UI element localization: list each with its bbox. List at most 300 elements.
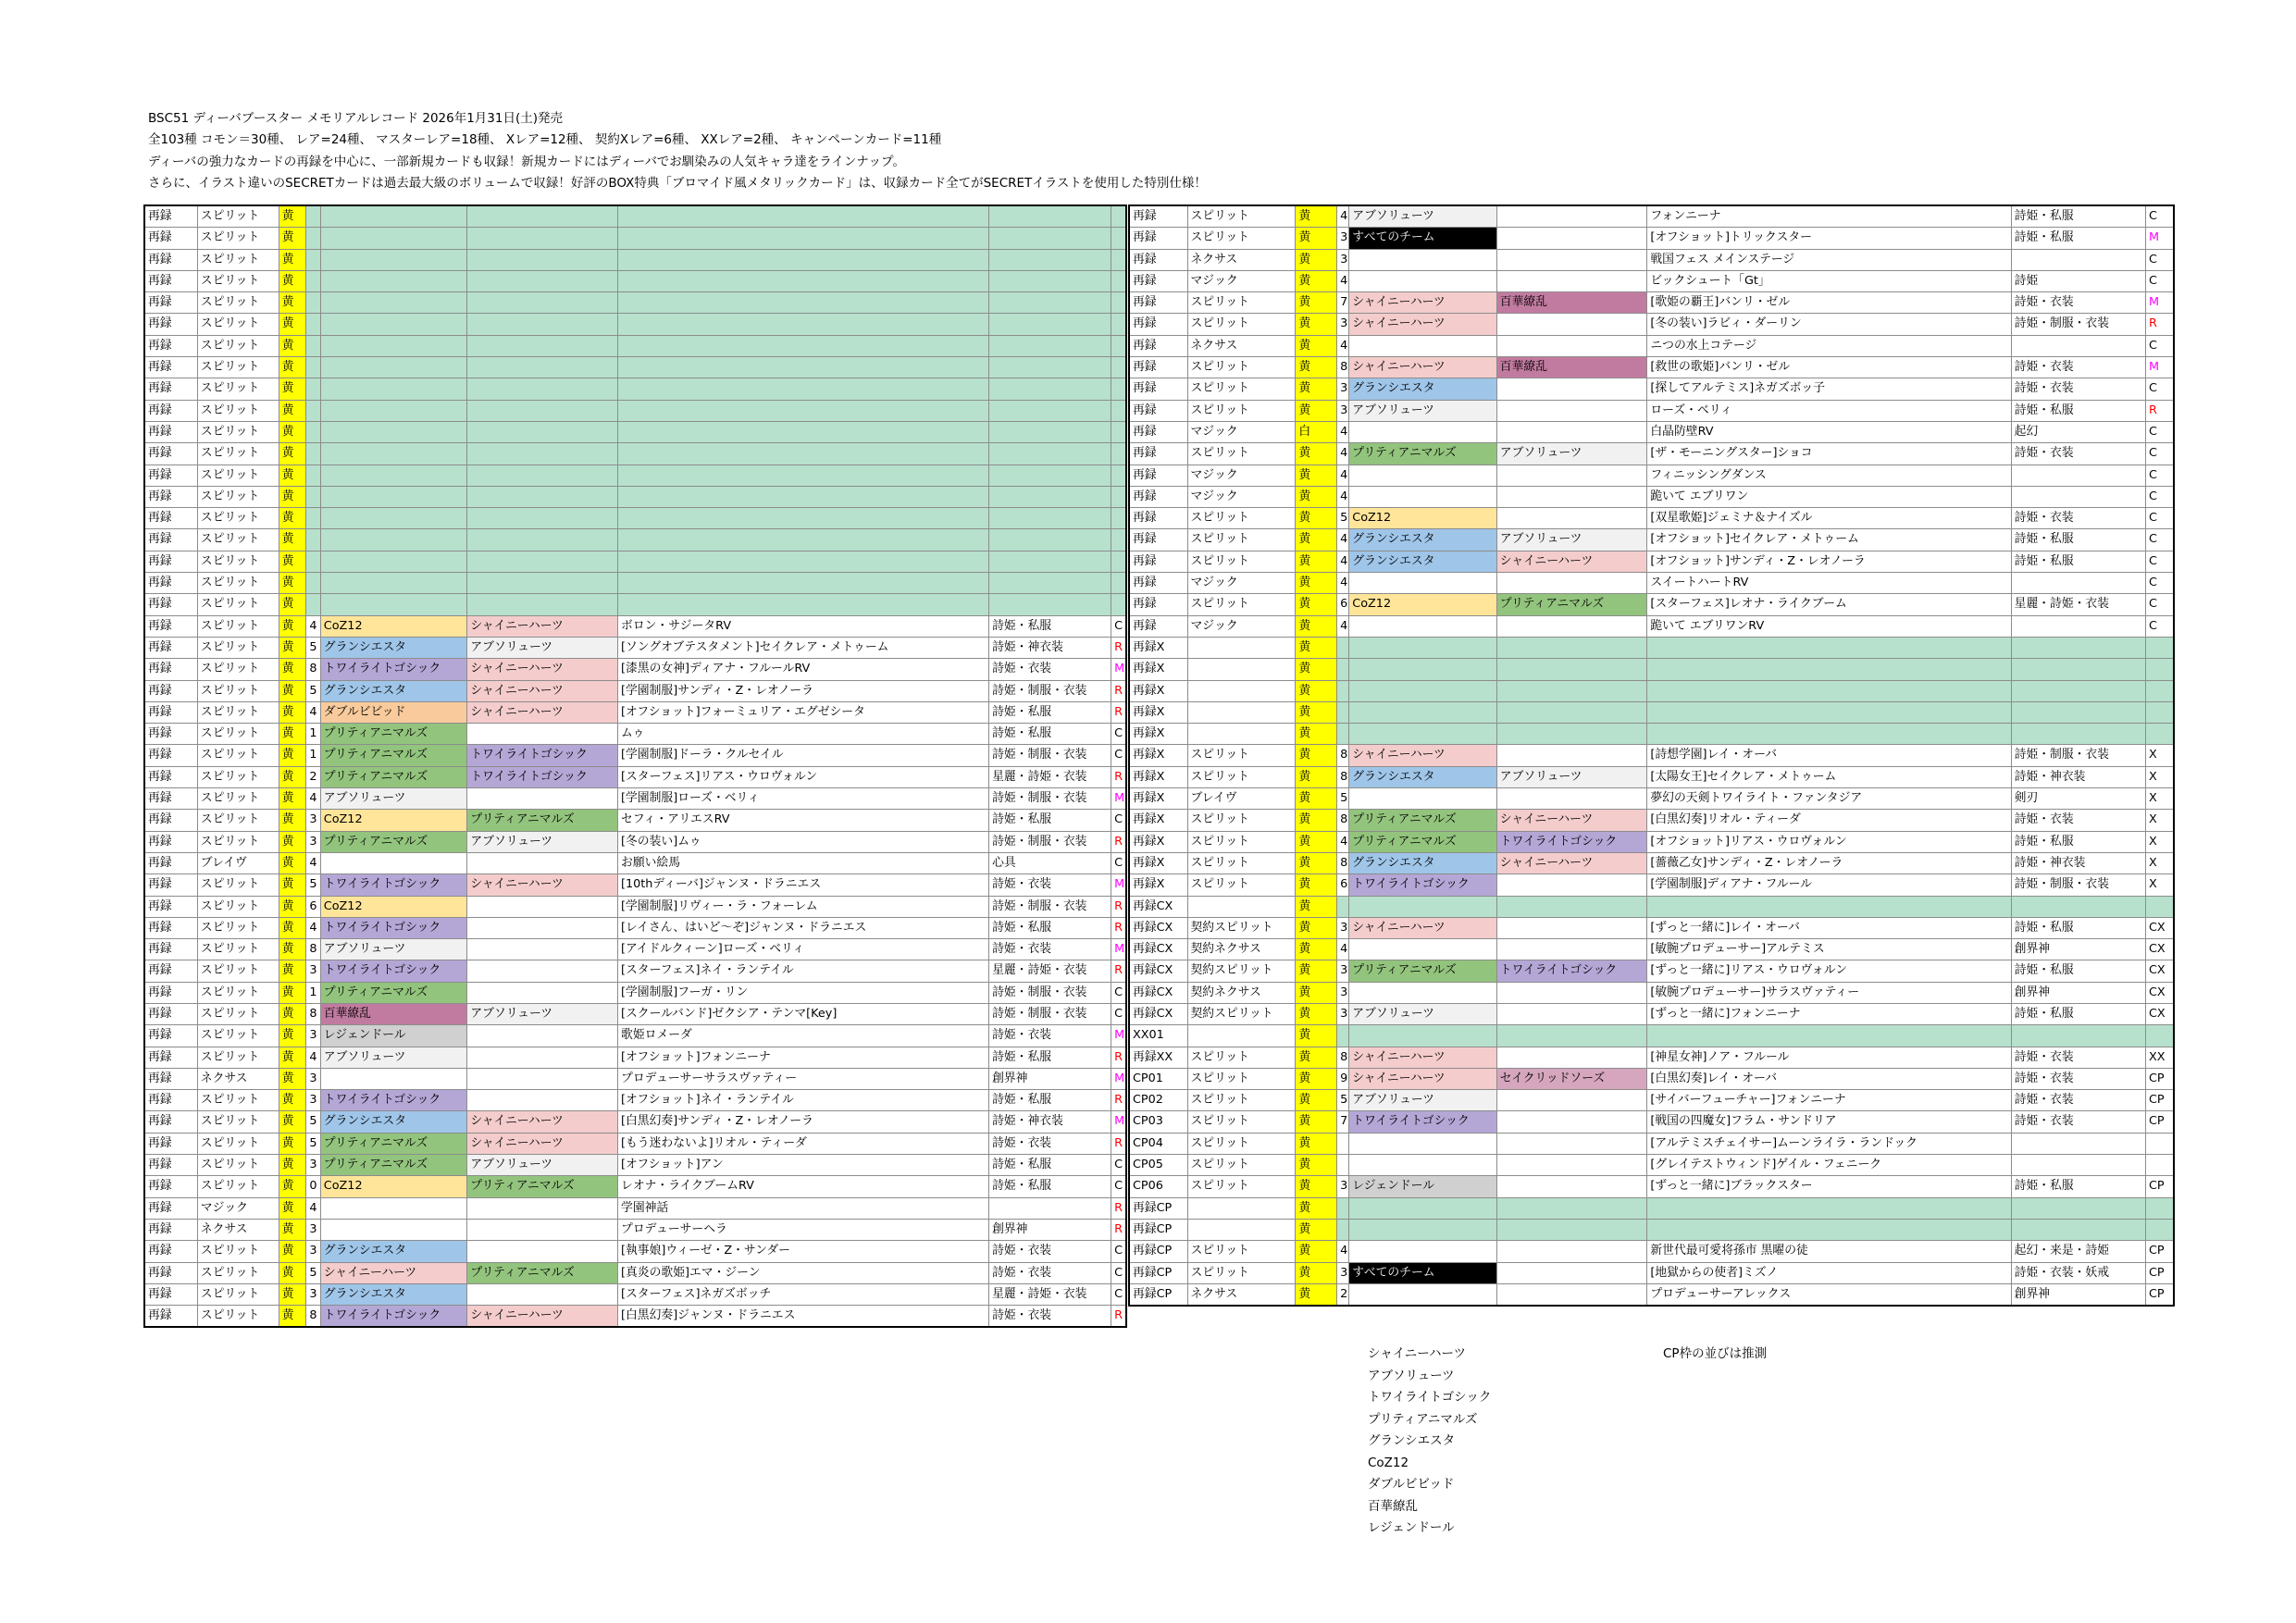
- color-cell: 黄: [1296, 701, 1337, 723]
- color-cell: 黄: [279, 205, 306, 228]
- team-1-cell: [1349, 615, 1497, 637]
- color-cell: 黄: [1296, 314, 1337, 335]
- cost-cell: 4: [1337, 615, 1349, 637]
- card-name-cell: レオナ・ライクブームRV: [618, 1176, 989, 1197]
- color-cell: 黄: [279, 766, 306, 787]
- team-2-cell: [467, 1047, 618, 1068]
- rarity-cell: X: [2145, 874, 2174, 896]
- family-cell: 詩姫・衣装: [2011, 1068, 2145, 1089]
- card-name-cell: スイートハートRV: [1647, 573, 2011, 594]
- cost-cell: 7: [1337, 1111, 1349, 1133]
- status-cell: 再録: [144, 270, 197, 291]
- card-type-cell: スピリット: [197, 335, 279, 356]
- status-cell: 再録: [144, 874, 197, 896]
- table-row: [144, 745, 1126, 766]
- card-type-cell: スピリット: [1187, 357, 1296, 378]
- team-1-cell: [1349, 573, 1497, 594]
- status-cell: 再録: [144, 1003, 197, 1024]
- color-cell: 黄: [1296, 831, 1337, 852]
- legend-item: アブソリューツ: [1368, 1368, 1455, 1383]
- family-cell: 創界神: [2011, 939, 2145, 960]
- rarity-cell: R: [1111, 766, 1126, 787]
- card-type-cell: スピリット: [197, 1025, 279, 1047]
- family-cell: 星麗・詩姫・衣装: [2011, 594, 2145, 615]
- card-type-cell: スピリット: [1187, 766, 1296, 787]
- table-row: [144, 896, 1126, 917]
- card-type-cell: スピリット: [197, 1306, 279, 1328]
- status-cell: 再録: [144, 1197, 197, 1219]
- card-type-cell: スピリット: [197, 637, 279, 658]
- rarity-cell: R: [2145, 400, 2174, 421]
- color-cell: 黄: [279, 1219, 306, 1240]
- rarity-cell: M: [2145, 357, 2174, 378]
- team-2-cell: [1496, 982, 1647, 1003]
- rarity-cell: C: [2145, 465, 2174, 486]
- team-1-cell: トワイライトゴシック: [320, 1306, 467, 1328]
- team-1-cell: すべてのチーム: [1349, 228, 1497, 249]
- family-cell: [2011, 659, 2145, 680]
- card-name-cell: [執事娘]ウィーゼ・Z・サンダー: [618, 1241, 989, 1262]
- rarity-cell: C: [1111, 1262, 1126, 1283]
- card-name-cell: [スターフェス]レオナ・ライクブーム: [1647, 594, 2011, 615]
- team-1-cell: グランシエスタ: [320, 680, 467, 701]
- status-cell: 再録: [144, 1219, 197, 1240]
- color-cell: 黄: [1296, 680, 1337, 701]
- team-2-cell: シャイニーハーツ: [1496, 551, 1647, 572]
- card-name-cell: [ずっと一緒に]レイ・オーバ: [1647, 917, 2011, 938]
- table-row: [1129, 982, 2174, 1003]
- table-row: [144, 292, 1126, 314]
- color-cell: 黄: [279, 594, 306, 615]
- cost-cell: 5: [306, 1133, 320, 1154]
- status-cell: 再録: [1129, 529, 1187, 551]
- family-cell: 起幻・来是・詩姫: [2011, 1241, 2145, 1262]
- team-1-cell: [320, 335, 467, 356]
- table-row: [144, 205, 1126, 228]
- cost-cell: [1337, 637, 1349, 658]
- team-1-cell: [320, 270, 467, 291]
- family-cell: [989, 443, 1111, 465]
- family-cell: 詩姫・制服・衣装: [2011, 745, 2145, 766]
- card-type-cell: スピリット: [1187, 1155, 1296, 1176]
- team-1-cell: プリティアニマルズ: [1349, 960, 1497, 982]
- card-name-cell: [学園制服]リヴィー・ラ・フォーレム: [618, 896, 989, 917]
- team-1-cell: グランシエスタ: [320, 1241, 467, 1262]
- family-cell: 詩姫・私服: [2011, 831, 2145, 852]
- card-name-cell: [1647, 701, 2011, 723]
- cost-cell: [306, 314, 320, 335]
- rarity-cell: C: [2145, 205, 2174, 228]
- rarity-cell: [1111, 551, 1126, 572]
- card-type-cell: スピリット: [197, 508, 279, 529]
- family-cell: 詩姫・衣装・妖戒: [2011, 1262, 2145, 1283]
- family-cell: 詩姫・衣装: [2011, 1111, 2145, 1133]
- team-2-cell: [1496, 400, 1647, 421]
- color-cell: 黄: [1296, 637, 1337, 658]
- card-type-cell: ネクサス: [1187, 335, 1296, 356]
- team-2-cell: [1496, 724, 1647, 745]
- card-name-cell: [冬の装い]ムゥ: [618, 831, 989, 852]
- cost-cell: 5: [1337, 508, 1349, 529]
- cost-cell: 3: [306, 1090, 320, 1111]
- card-type-cell: スピリット: [1187, 314, 1296, 335]
- family-cell: 詩姫・私服: [2011, 551, 2145, 572]
- table-row: [144, 378, 1126, 400]
- team-2-cell: [467, 1090, 618, 1111]
- cost-cell: [306, 421, 320, 442]
- status-cell: 再録CX: [1129, 917, 1187, 938]
- color-cell: 黄: [279, 335, 306, 356]
- rarity-cell: C: [1111, 1155, 1126, 1176]
- cost-cell: 5: [1337, 788, 1349, 810]
- family-cell: 詩姫・衣装: [989, 1241, 1111, 1262]
- team-1-cell: [1349, 1025, 1497, 1047]
- card-name-cell: [618, 529, 989, 551]
- team-1-cell: [1349, 465, 1497, 486]
- family-cell: 詩姫・私服: [989, 615, 1111, 637]
- header-counts: 全103種 コモン＝30種、 レア=24種、 マスターレア=18種、 Xレア=12種、 契約Xレア=6種、 XXレア=2種、 キャンペーンカード=11種: [148, 132, 942, 148]
- table-row: [1129, 1262, 2174, 1283]
- status-cell: 再録X: [1129, 766, 1187, 787]
- rarity-cell: R: [1111, 896, 1126, 917]
- card-type-cell: スピリット: [197, 249, 279, 270]
- status-cell: 再録: [144, 852, 197, 873]
- table-row: [144, 1197, 1126, 1219]
- color-cell: 黄: [1296, 1197, 1337, 1219]
- status-cell: 再録CP: [1129, 1219, 1187, 1240]
- card-type-cell: スピリット: [1187, 1241, 1296, 1262]
- table-row: [144, 1219, 1126, 1240]
- team-2-cell: [1496, 637, 1647, 658]
- team-1-cell: プリティアニマルズ: [320, 982, 467, 1003]
- card-name-cell: [冬の装い]ラビィ・ダーリン: [1647, 314, 2011, 335]
- card-name-cell: [スクールバンド]ゼクシア・テンマ[Key]: [618, 1003, 989, 1024]
- family-cell: [2011, 1155, 2145, 1176]
- color-cell: 黄: [1296, 400, 1337, 421]
- status-cell: CP05: [1129, 1155, 1187, 1176]
- color-cell: 黄: [1296, 1241, 1337, 1262]
- legend-item: ダブルビビッド: [1368, 1477, 1455, 1492]
- status-cell: 再録X: [1129, 745, 1187, 766]
- card-name-cell: プロデューサーヘラ: [618, 1219, 989, 1240]
- color-cell: 黄: [279, 724, 306, 745]
- family-cell: 詩姫・神衣装: [989, 637, 1111, 658]
- cost-cell: [1337, 896, 1349, 917]
- card-name-cell: 戦国フェス メインステージ: [1647, 249, 2011, 270]
- color-cell: 黄: [1296, 766, 1337, 787]
- team-1-cell: アブソリューツ: [1349, 400, 1497, 421]
- cost-cell: 4: [1337, 335, 1349, 356]
- table-row: [1129, 249, 2174, 270]
- family-cell: 詩姫・神衣装: [2011, 852, 2145, 873]
- cost-cell: 4: [1337, 551, 1349, 572]
- color-cell: 黄: [279, 443, 306, 465]
- team-2-cell: [1496, 1111, 1647, 1133]
- cost-cell: 3: [306, 1025, 320, 1047]
- family-cell: 創界神: [989, 1219, 1111, 1240]
- card-name-cell: [618, 421, 989, 442]
- table-row: [144, 831, 1126, 852]
- team-2-cell: シャイニーハーツ: [467, 1111, 618, 1133]
- header-secret-note: さらに、イラスト違いのSECRETカードは過去最大級のボリュームで収録！好評のBOX特典「ブロマイド風メタリックカード」は、収録カード全てがSECRETイラストを使用した特別仕様！: [148, 175, 1207, 191]
- table-row: [144, 1283, 1126, 1305]
- cost-cell: 3: [1337, 960, 1349, 982]
- rarity-cell: R: [2145, 314, 2174, 335]
- status-cell: 再録: [144, 1068, 197, 1089]
- cost-cell: 3: [306, 1219, 320, 1240]
- card-name-cell: [地獄からの使者]ミズノ: [1647, 1262, 2011, 1283]
- color-cell: 黄: [1296, 788, 1337, 810]
- team-1-cell: グランシエスタ: [1349, 529, 1497, 551]
- cost-cell: [306, 573, 320, 594]
- family-cell: [2011, 573, 2145, 594]
- rarity-cell: R: [1111, 680, 1126, 701]
- legend-item: トワイライトゴシック: [1368, 1390, 1492, 1405]
- color-cell: 黄: [1296, 917, 1337, 938]
- legend-item: シャイニーハーツ: [1368, 1346, 1466, 1361]
- status-cell: 再録: [144, 1047, 197, 1068]
- team-2-cell: [1496, 1155, 1647, 1176]
- color-cell: 黄: [279, 292, 306, 314]
- card-name-cell: [グレイテストウィンド]ゲイル・フェニーク: [1647, 1155, 2011, 1176]
- color-cell: 黄: [279, 1025, 306, 1047]
- table-row: [144, 486, 1126, 507]
- cost-cell: 3: [1337, 400, 1349, 421]
- team-1-cell: アブソリューツ: [1349, 1090, 1497, 1111]
- team-2-cell: [467, 400, 618, 421]
- table-row: [144, 443, 1126, 465]
- card-type-cell: スピリット: [197, 205, 279, 228]
- team-1-cell: [320, 249, 467, 270]
- table-row: [144, 1003, 1126, 1024]
- family-cell: 詩姫・私服: [989, 917, 1111, 938]
- color-cell: 黄: [279, 637, 306, 658]
- family-cell: 創界神: [989, 1068, 1111, 1089]
- card-type-cell: マジック: [1187, 486, 1296, 507]
- rarity-cell: M: [1111, 874, 1126, 896]
- rarity-cell: X: [2145, 831, 2174, 852]
- team-2-cell: [1496, 486, 1647, 507]
- table-row: [144, 939, 1126, 960]
- card-type-cell: [1187, 680, 1296, 701]
- table-row: [1129, 1176, 2174, 1197]
- team-2-cell: [1496, 1090, 1647, 1111]
- rarity-cell: [2145, 637, 2174, 658]
- team-1-cell: レジェンドール: [1349, 1176, 1497, 1197]
- table-row: [1129, 810, 2174, 831]
- card-type-cell: マジック: [1187, 615, 1296, 637]
- team-1-cell: [1349, 1283, 1497, 1306]
- rarity-cell: [2145, 1155, 2174, 1176]
- card-type-cell: スピリット: [197, 1133, 279, 1154]
- card-name-cell: [学園制服]ディアナ・フルール: [1647, 874, 2011, 896]
- color-cell: 黄: [279, 1241, 306, 1262]
- table-row: [144, 421, 1126, 442]
- family-cell: 詩姫・衣装: [2011, 508, 2145, 529]
- card-type-cell: スピリット: [197, 443, 279, 465]
- rarity-cell: [1111, 205, 1126, 228]
- card-type-cell: スピリット: [1187, 1176, 1296, 1197]
- team-1-cell: トワイライトゴシック: [320, 1090, 467, 1111]
- team-2-cell: シャイニーハーツ: [467, 659, 618, 680]
- card-name-cell: [1647, 680, 2011, 701]
- status-cell: 再録: [144, 443, 197, 465]
- card-name-cell: [ずっと一緒に]ブラックスター: [1647, 1176, 2011, 1197]
- table-row: [144, 960, 1126, 982]
- cost-cell: 8: [306, 939, 320, 960]
- family-cell: [989, 1197, 1111, 1219]
- cost-cell: 0: [306, 1176, 320, 1197]
- color-cell: 黄: [1296, 1025, 1337, 1047]
- rarity-cell: R: [1111, 1197, 1126, 1219]
- table-row: [144, 1262, 1126, 1283]
- team-1-cell: シャイニーハーツ: [1349, 1068, 1497, 1089]
- color-cell: 白: [1296, 421, 1337, 442]
- rarity-cell: C: [2145, 615, 2174, 637]
- cost-cell: 4: [1337, 939, 1349, 960]
- team-2-cell: [467, 852, 618, 873]
- status-cell: 再録: [144, 659, 197, 680]
- status-cell: 再録: [144, 1176, 197, 1197]
- status-cell: 再録CX: [1129, 939, 1187, 960]
- status-cell: 再録: [144, 1133, 197, 1154]
- card-type-cell: 契約ネクサス: [1187, 982, 1296, 1003]
- cost-cell: 3: [1337, 917, 1349, 938]
- table-row: [144, 270, 1126, 291]
- rarity-cell: C: [1111, 810, 1126, 831]
- team-1-cell: シャイニーハーツ: [1349, 1047, 1497, 1068]
- table-row: [1129, 270, 2174, 291]
- team-2-cell: プリティアニマルズ: [467, 1176, 618, 1197]
- team-2-cell: トワイライトゴシック: [1496, 831, 1647, 852]
- table-row: [144, 228, 1126, 249]
- team-2-cell: [1496, 939, 1647, 960]
- family-cell: [989, 335, 1111, 356]
- team-2-cell: [467, 335, 618, 356]
- card-type-cell: スピリット: [197, 701, 279, 723]
- table-row: [144, 917, 1126, 938]
- status-cell: 再録X: [1129, 788, 1187, 810]
- team-2-cell: アブソリューツ: [467, 1155, 618, 1176]
- cost-cell: [1337, 680, 1349, 701]
- rarity-cell: [1111, 228, 1126, 249]
- color-cell: 黄: [1296, 465, 1337, 486]
- family-cell: 星麗・詩姫・衣装: [989, 766, 1111, 787]
- family-cell: [989, 551, 1111, 572]
- color-cell: 黄: [1296, 939, 1337, 960]
- team-1-cell: [320, 378, 467, 400]
- color-cell: 黄: [279, 1176, 306, 1197]
- family-cell: [989, 270, 1111, 291]
- rarity-cell: M: [1111, 1068, 1126, 1089]
- status-cell: 再録X: [1129, 724, 1187, 745]
- team-1-cell: [320, 205, 467, 228]
- status-cell: 再録: [1129, 249, 1187, 270]
- cost-cell: 3: [306, 1241, 320, 1262]
- status-cell: 再録: [144, 573, 197, 594]
- status-cell: 再録X: [1129, 659, 1187, 680]
- team-2-cell: [1496, 1176, 1647, 1197]
- card-name-cell: [真炎の歌姫]エマ・ジーン: [618, 1262, 989, 1283]
- rarity-cell: X: [2145, 788, 2174, 810]
- family-cell: [989, 292, 1111, 314]
- color-cell: 黄: [279, 896, 306, 917]
- team-1-cell: [1349, 1219, 1497, 1240]
- team-2-cell: プリティアニマルズ: [467, 810, 618, 831]
- family-cell: [989, 594, 1111, 615]
- card-type-cell: スピリット: [1187, 228, 1296, 249]
- family-cell: [989, 421, 1111, 442]
- team-2-cell: [1496, 680, 1647, 701]
- status-cell: 再録: [144, 529, 197, 551]
- card-type-cell: スピリット: [197, 788, 279, 810]
- card-type-cell: スピリット: [1187, 400, 1296, 421]
- cost-cell: 3: [1337, 1262, 1349, 1283]
- cost-cell: 8: [1337, 766, 1349, 787]
- table-row: [144, 724, 1126, 745]
- rarity-cell: [1111, 314, 1126, 335]
- card-type-cell: スピリット: [197, 270, 279, 291]
- table-row: [1129, 400, 2174, 421]
- cost-cell: [1337, 701, 1349, 723]
- status-cell: 再録: [144, 1025, 197, 1047]
- cost-cell: 8: [1337, 745, 1349, 766]
- color-cell: 黄: [1296, 1068, 1337, 1089]
- cost-cell: [306, 357, 320, 378]
- team-1-cell: [1349, 421, 1497, 442]
- cost-cell: 8: [1337, 852, 1349, 873]
- cost-cell: 3: [1337, 378, 1349, 400]
- team-2-cell: プリティアニマルズ: [1496, 594, 1647, 615]
- status-cell: 再録: [1129, 357, 1187, 378]
- card-type-cell: スピリット: [1187, 551, 1296, 572]
- color-cell: 黄: [279, 357, 306, 378]
- card-type-cell: スピリット: [1187, 594, 1296, 615]
- color-cell: 黄: [279, 378, 306, 400]
- card-type-cell: スピリット: [197, 1176, 279, 1197]
- status-cell: 再録X: [1129, 701, 1187, 723]
- family-cell: [2011, 249, 2145, 270]
- table-row: [144, 1068, 1126, 1089]
- table-row: [144, 659, 1126, 680]
- cost-cell: 1: [306, 982, 320, 1003]
- team-1-cell: [320, 1068, 467, 1089]
- cost-cell: 4: [306, 1047, 320, 1068]
- table-row: [144, 400, 1126, 421]
- status-cell: 再録: [144, 788, 197, 810]
- color-cell: 黄: [279, 1155, 306, 1176]
- table-row: [144, 551, 1126, 572]
- rarity-cell: C: [1111, 1283, 1126, 1305]
- card-name-cell: [618, 314, 989, 335]
- table-row: [1129, 1090, 2174, 1111]
- status-cell: 再録: [144, 615, 197, 637]
- table-row: [1129, 917, 2174, 938]
- card-name-cell: お願い絵馬: [618, 852, 989, 873]
- cost-cell: 3: [1337, 1003, 1349, 1024]
- cost-cell: 4: [306, 1197, 320, 1219]
- team-2-cell: 百華繚乱: [1496, 357, 1647, 378]
- cost-cell: 6: [1337, 874, 1349, 896]
- status-cell: 再録: [1129, 443, 1187, 465]
- status-cell: 再録X: [1129, 831, 1187, 852]
- color-cell: 黄: [1296, 615, 1337, 637]
- card-name-cell: [1647, 724, 2011, 745]
- card-name-cell: [スターフェス]ネイ・ランテイル: [618, 960, 989, 982]
- team-1-cell: シャイニーハーツ: [1349, 292, 1497, 314]
- rarity-cell: [2145, 1197, 2174, 1219]
- rarity-cell: R: [1111, 1090, 1126, 1111]
